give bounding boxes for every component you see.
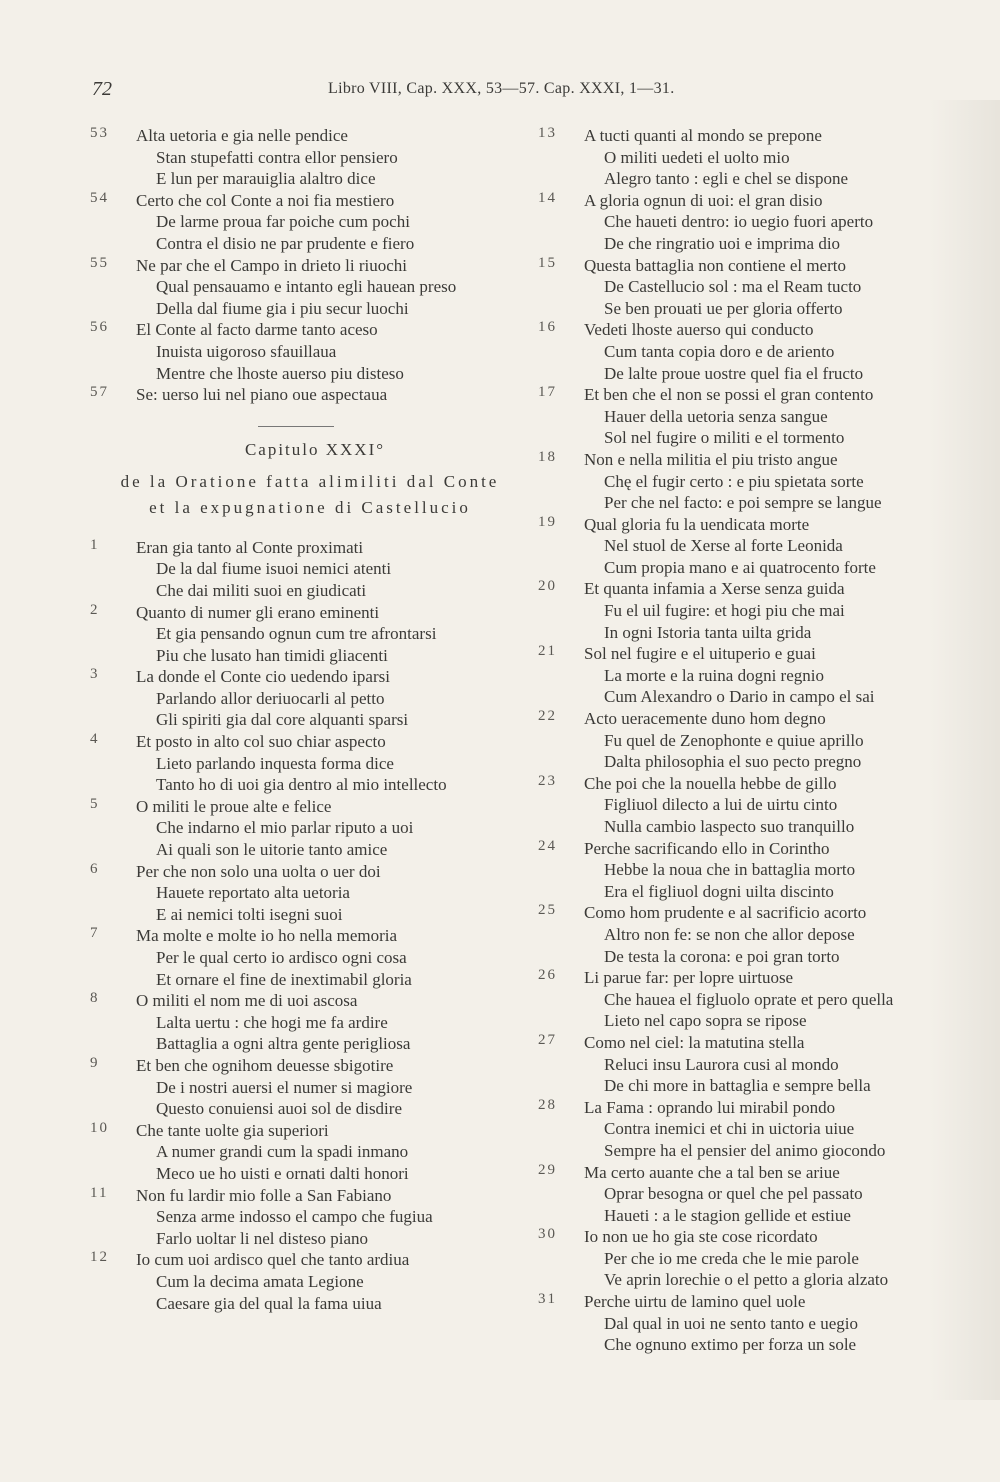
verse-line: Questa battaglia non contiene el merto bbox=[584, 255, 846, 275]
verse-line: Per le qual certo io ardisco ogni cosa bbox=[156, 948, 407, 967]
stanza-number: 6 bbox=[90, 860, 100, 877]
stanza bbox=[538, 967, 968, 1032]
verse-line: Se: uerso lui nel piano oue aspectaua bbox=[136, 385, 388, 405]
verse-line: Chę el fugir certo : e piu spietata sorte bbox=[604, 471, 864, 491]
verse-line: In ogni Istoria tanta uilta grida bbox=[604, 622, 812, 642]
stanzas-chapter-xxxi-left bbox=[90, 537, 530, 1314]
stanza bbox=[90, 319, 530, 384]
verse-line: Nel stuol de Xerse al forte Leonida bbox=[604, 536, 843, 556]
verse-line: Lalta uertu : che hogi me fa ardire bbox=[156, 1012, 388, 1032]
verse-line: Parlando allor deriuocarli al petto bbox=[156, 688, 385, 708]
stanza-number: 55 bbox=[90, 254, 109, 271]
verse-line: Mentre che lhoste auerso piu disteso bbox=[156, 363, 404, 383]
stanza bbox=[90, 255, 530, 320]
verse-line: Certo che col Conte a noi fia mestiero bbox=[136, 190, 395, 210]
verse-line: Per che non solo una uolta o uer doi bbox=[136, 861, 381, 881]
verse-line: Contra el disio ne par prudente e fiero bbox=[156, 233, 415, 253]
verse-line: Stan stupefatti contra ellor pensiero bbox=[156, 147, 398, 167]
stanza-number: 21 bbox=[538, 643, 557, 660]
verse-line: Della dal fiume gia i piu secur luochi bbox=[156, 298, 409, 318]
stanza-number: 26 bbox=[538, 967, 557, 984]
stanza bbox=[90, 1120, 530, 1185]
verse-line: Che ognuno extimo per forza un sole bbox=[604, 1335, 857, 1355]
stanza bbox=[538, 838, 968, 903]
chapter-subtitle-line-1: de la Oratione fatta alimiliti dal Conte bbox=[120, 471, 500, 491]
running-title: Libro VIII, Cap. XXX, 53—57. Cap. XXXI, 1—31. bbox=[328, 80, 675, 97]
verse-line: Farlo uoltar li nel disteso piano bbox=[156, 1228, 368, 1248]
stanza bbox=[538, 578, 968, 643]
stanza bbox=[538, 125, 968, 190]
verse-line: Per che io me creda che le mie parole bbox=[604, 1248, 859, 1268]
stanza bbox=[90, 384, 530, 406]
verse-line: De lalte proue uostre quel fia el fructo bbox=[604, 363, 864, 383]
verse-line: Hauer della uetoria senza sangue bbox=[604, 406, 828, 426]
verse-line: Cum propia mano e ai quatrocento forte bbox=[604, 557, 876, 577]
verse-line: Gli spiriti gia dal core alquanti sparsi bbox=[156, 710, 409, 730]
stanza-number: 18 bbox=[538, 448, 557, 465]
verse-line: Tanto ho di uoi gia dentro al mio intellecto bbox=[156, 775, 447, 795]
verse-line: Et quanta infamia a Xerse senza guida bbox=[584, 579, 845, 599]
verse-line: E lun per marauiglia alaltro dice bbox=[156, 169, 376, 189]
verse-line: De i nostri auersi el numer si magiore bbox=[156, 1077, 413, 1097]
verse-line: Meco ue ho uisti e ornati dalti honori bbox=[156, 1163, 409, 1183]
stanza-number: 57 bbox=[90, 384, 109, 401]
verse-line: De che ringratio uoi e imprima dio bbox=[604, 233, 841, 253]
stanza-number: 4 bbox=[90, 731, 100, 748]
stanza-number: 3 bbox=[90, 666, 100, 683]
verse-line: Ne par che el Campo in drieto li riuochi bbox=[136, 255, 407, 275]
stanza-number: 7 bbox=[90, 925, 100, 942]
stanza-number: 16 bbox=[538, 319, 557, 336]
stanza-number: 29 bbox=[538, 1161, 557, 1178]
stanza bbox=[90, 537, 530, 602]
left-column bbox=[90, 125, 530, 1314]
verse-line: Dal qual in uoi ne sento tanto e uegio bbox=[604, 1313, 858, 1333]
stanza bbox=[538, 643, 968, 708]
stanza-number: 14 bbox=[538, 189, 557, 206]
verse-line: Et ben che el non se possi el gran contento bbox=[584, 385, 874, 405]
stanza-number: 56 bbox=[90, 319, 109, 336]
stanza-number: 11 bbox=[90, 1184, 109, 1201]
verse-line: Qual pensauamo e intanto egli hauean preso bbox=[156, 277, 457, 297]
stanza-number: 31 bbox=[538, 1291, 557, 1308]
stanza-number: 13 bbox=[538, 125, 557, 141]
right-column bbox=[538, 125, 968, 1356]
stanza bbox=[90, 731, 530, 796]
verse-line: Senza arme indosso el campo che fugiua bbox=[156, 1207, 433, 1227]
page-header bbox=[0, 78, 1000, 108]
stanza-number: 24 bbox=[538, 837, 557, 854]
stanza-number: 23 bbox=[538, 772, 557, 789]
verse-line: Perche uirtu de lamino quel uole bbox=[584, 1292, 806, 1312]
verse-line: O militi el nom me di uoi ascosa bbox=[136, 991, 358, 1011]
verse-line: De la dal fiume isuoi nemici atenti bbox=[156, 559, 392, 579]
verse-line: Ma molte e molte io ho nella memoria bbox=[136, 926, 398, 946]
verse-line: Sol nel fugire e el uituperio e guai bbox=[584, 644, 816, 664]
stanzas-chapter-xxx bbox=[90, 125, 530, 406]
section-divider bbox=[258, 426, 334, 427]
verse-line: La donde el Conte cio uedendo iparsi bbox=[136, 667, 390, 687]
verse-line: Sol nel fugire o militi e el tormento bbox=[604, 428, 845, 448]
stanza bbox=[538, 902, 968, 967]
verse-line: Sempre ha el pensier del animo giocondo bbox=[604, 1140, 886, 1160]
verse-line: O militi uedeti el uolto mio bbox=[604, 147, 790, 167]
verse-line: Io non ue ho gia ste cose ricordato bbox=[584, 1227, 818, 1247]
stanza bbox=[90, 190, 530, 255]
stanza-number: 2 bbox=[90, 601, 100, 618]
verse-line: Ve aprin lorechie o el petto a gloria alzato bbox=[604, 1270, 889, 1290]
verse-line: O militi le proue alte e felice bbox=[136, 796, 332, 816]
verse-line: Cum la decima amata Legione bbox=[156, 1271, 364, 1291]
stanza-number: 53 bbox=[90, 125, 109, 141]
verse-line: Como hom prudente e al sacrificio acorto bbox=[584, 903, 867, 923]
verse-line: La Fama : oprando lui mirabil pondo bbox=[584, 1097, 836, 1117]
stanza-number: 12 bbox=[90, 1249, 109, 1266]
verse-line: Et gia pensando ognun cum tre afrontarsi bbox=[156, 624, 437, 644]
verse-line: Se ben prouati ue per gloria offerto bbox=[604, 298, 843, 318]
stanza-number: 25 bbox=[538, 902, 557, 919]
stanza-number: 30 bbox=[538, 1226, 557, 1243]
verse-line: De Castellucio sol : ma el Ream tucto bbox=[604, 277, 862, 297]
verse-line: Hebbe la noua che in battaglia morto bbox=[604, 860, 856, 880]
verse-line: Haueti : a le stagion gellide et estiue bbox=[604, 1205, 851, 1225]
verse-line: Per che nel facto: e poi sempre se langue bbox=[604, 493, 882, 513]
chapter-subtitle-line-2: et la expugnatione di Castellucio bbox=[149, 497, 471, 517]
stanza bbox=[90, 602, 530, 667]
verse-line: Et posto in alto col suo chiar aspecto bbox=[136, 732, 386, 752]
verse-line: E ai nemici tolti isegni suoi bbox=[156, 904, 343, 924]
stanza bbox=[90, 990, 530, 1055]
verse-line: Cum Alexandro o Dario in campo el sai bbox=[604, 687, 875, 707]
verse-line: Et ornare el fine de inextimabil gloria bbox=[156, 969, 412, 989]
stanza-number: 27 bbox=[538, 1031, 557, 1048]
stanza bbox=[90, 1055, 530, 1120]
verse-line: Non fu lardir mio folle a San Fabiano bbox=[136, 1185, 392, 1205]
verse-line: Era el figliuol dogni uilta discinto bbox=[604, 881, 834, 901]
verse-line: Lieto parlando inquesta forma dice bbox=[156, 753, 394, 773]
verse-line: Che indarno el mio parlar riputo a uoi bbox=[156, 818, 414, 838]
stanza-number: 54 bbox=[90, 189, 109, 206]
verse-line: Eran gia tanto al Conte proximati bbox=[136, 537, 364, 557]
stanza-number: 22 bbox=[538, 708, 557, 725]
verse-line: Inuista uigoroso sfauillaua bbox=[156, 341, 337, 361]
stanza-number: 17 bbox=[538, 384, 557, 401]
verse-line: Oprar besogna or quel che pel passato bbox=[604, 1184, 863, 1204]
verse-line: A tucti quanti al mondo se prepone bbox=[584, 126, 822, 145]
stanza bbox=[538, 255, 968, 320]
page-number: 72 bbox=[92, 78, 112, 100]
verse-line: Ma certo auante che a tal ben se ariue bbox=[584, 1162, 840, 1182]
verse-line: Li parue far: per lopre uirtuose bbox=[584, 968, 794, 988]
verse-line: Reluci insu Laurora cusi al mondo bbox=[604, 1054, 839, 1074]
verse-line: Alta uetoria e gia nelle pendice bbox=[136, 126, 348, 145]
stanza bbox=[90, 1249, 530, 1314]
verse-line: Qual gloria fu la uendicata morte bbox=[584, 514, 810, 534]
verse-line: Dalta philosophia el suo pecto pregno bbox=[604, 752, 862, 772]
verse-line: De testa la corona: e poi gran torto bbox=[604, 946, 840, 966]
stanza bbox=[538, 773, 968, 838]
stanza bbox=[538, 708, 968, 773]
stanzas-chapter-xxxi-right bbox=[538, 125, 968, 1356]
stanza bbox=[538, 1291, 968, 1356]
verse-line: Che tante uolte gia superiori bbox=[136, 1120, 329, 1140]
verse-line: Piu che lusato han timidi gliacenti bbox=[156, 645, 388, 665]
stanza bbox=[538, 384, 968, 449]
stanza-number: 1 bbox=[90, 536, 100, 553]
stanza bbox=[90, 125, 530, 190]
verse-line: La morte e la ruina dogni regnio bbox=[604, 665, 824, 685]
stanza bbox=[538, 1226, 968, 1291]
verse-line: Quanto di numer gli erano eminenti bbox=[136, 602, 380, 622]
stanza bbox=[90, 925, 530, 990]
stanza bbox=[538, 514, 968, 579]
verse-line: A numer grandi cum la spadi inmano bbox=[156, 1142, 409, 1162]
verse-line: Figliuol dilecto a lui de uirtu cinto bbox=[604, 795, 838, 815]
stanza-number: 20 bbox=[538, 578, 557, 595]
verse-line: Fu el uil fugire: et hogi piu che mai bbox=[604, 601, 845, 621]
verse-line: Hauete reportato alta uetoria bbox=[156, 883, 350, 903]
stanza bbox=[538, 190, 968, 255]
verse-line: Como nel ciel: la matutina stella bbox=[584, 1032, 805, 1052]
stanza-number: 5 bbox=[90, 795, 100, 812]
stanza bbox=[90, 666, 530, 731]
verse-line: Battaglia a ogni altra gente perigliosa bbox=[156, 1034, 411, 1054]
verse-line: Cum tanta copia doro e de ariento bbox=[604, 341, 835, 361]
stanza-number: 19 bbox=[538, 513, 557, 530]
stanza-number: 8 bbox=[90, 990, 100, 1007]
stanza bbox=[90, 796, 530, 861]
verse-line: Fu quel de Zenophonte e quiue aprillo bbox=[604, 730, 864, 750]
chapter-title: Capitulo XXXI° bbox=[244, 439, 386, 459]
verse-line: Contra inemici et chi in uictoria uiue bbox=[604, 1119, 855, 1139]
verse-line: De larme proua far poiche cum pochi bbox=[156, 212, 410, 232]
stanza bbox=[538, 449, 968, 514]
verse-line: Caesare gia del qual la fama uiua bbox=[156, 1293, 382, 1313]
verse-line: Nulla cambio laspecto suo tranquillo bbox=[604, 817, 855, 836]
stanza-number: 10 bbox=[90, 1119, 109, 1136]
verse-line: Alegro tanto : egli e chel se dispone bbox=[604, 169, 849, 189]
verse-line: Lieto nel capo sopra se ripose bbox=[604, 1011, 807, 1031]
verse-line: El Conte al facto darme tanto aceso bbox=[136, 320, 378, 340]
stanza-number: 15 bbox=[538, 254, 557, 271]
verse-line: Che poi che la nouella hebbe de gillo bbox=[584, 773, 837, 793]
stanza-number: 9 bbox=[90, 1054, 100, 1071]
verse-line: Ai quali son le uitorie tanto amice bbox=[156, 840, 388, 860]
stanza bbox=[538, 1032, 968, 1097]
verse-line: Acto ueracemente duno hom degno bbox=[584, 709, 826, 729]
stanza bbox=[90, 1185, 530, 1250]
verse-line: Et ben che ognihom deuesse sbigotire bbox=[136, 1055, 394, 1075]
verse-line: A gloria ognun di uoi: el gran disio bbox=[584, 190, 823, 210]
verse-line: Questo conuiensi auoi sol de disdire bbox=[156, 1099, 402, 1119]
verse-line: Altro non fe: se non che allor depose bbox=[604, 924, 855, 944]
verse-line: Perche sacrificando ello in Corintho bbox=[584, 838, 830, 858]
stanza bbox=[538, 1162, 968, 1227]
verse-line: Che dai militi suoi en giudicati bbox=[156, 580, 367, 600]
verse-line: Io cum uoi ardisco quel che tanto ardiua bbox=[136, 1250, 410, 1270]
verse-line: Che haueti dentro: io uegio fuori aperto bbox=[604, 212, 874, 232]
verse-line: Che hauea el figluolo oprate et pero quella bbox=[604, 989, 894, 1009]
stanza bbox=[538, 1097, 968, 1162]
stanza-number: 28 bbox=[538, 1096, 557, 1113]
stanza bbox=[538, 319, 968, 384]
stanza bbox=[90, 861, 530, 926]
verse-line: Non e nella militia el piu tristo angue bbox=[584, 449, 838, 469]
verse-line: Vedeti lhoste auerso qui conducto bbox=[584, 320, 814, 340]
verse-line: De chi more in battaglia e sempre bella bbox=[604, 1076, 871, 1096]
